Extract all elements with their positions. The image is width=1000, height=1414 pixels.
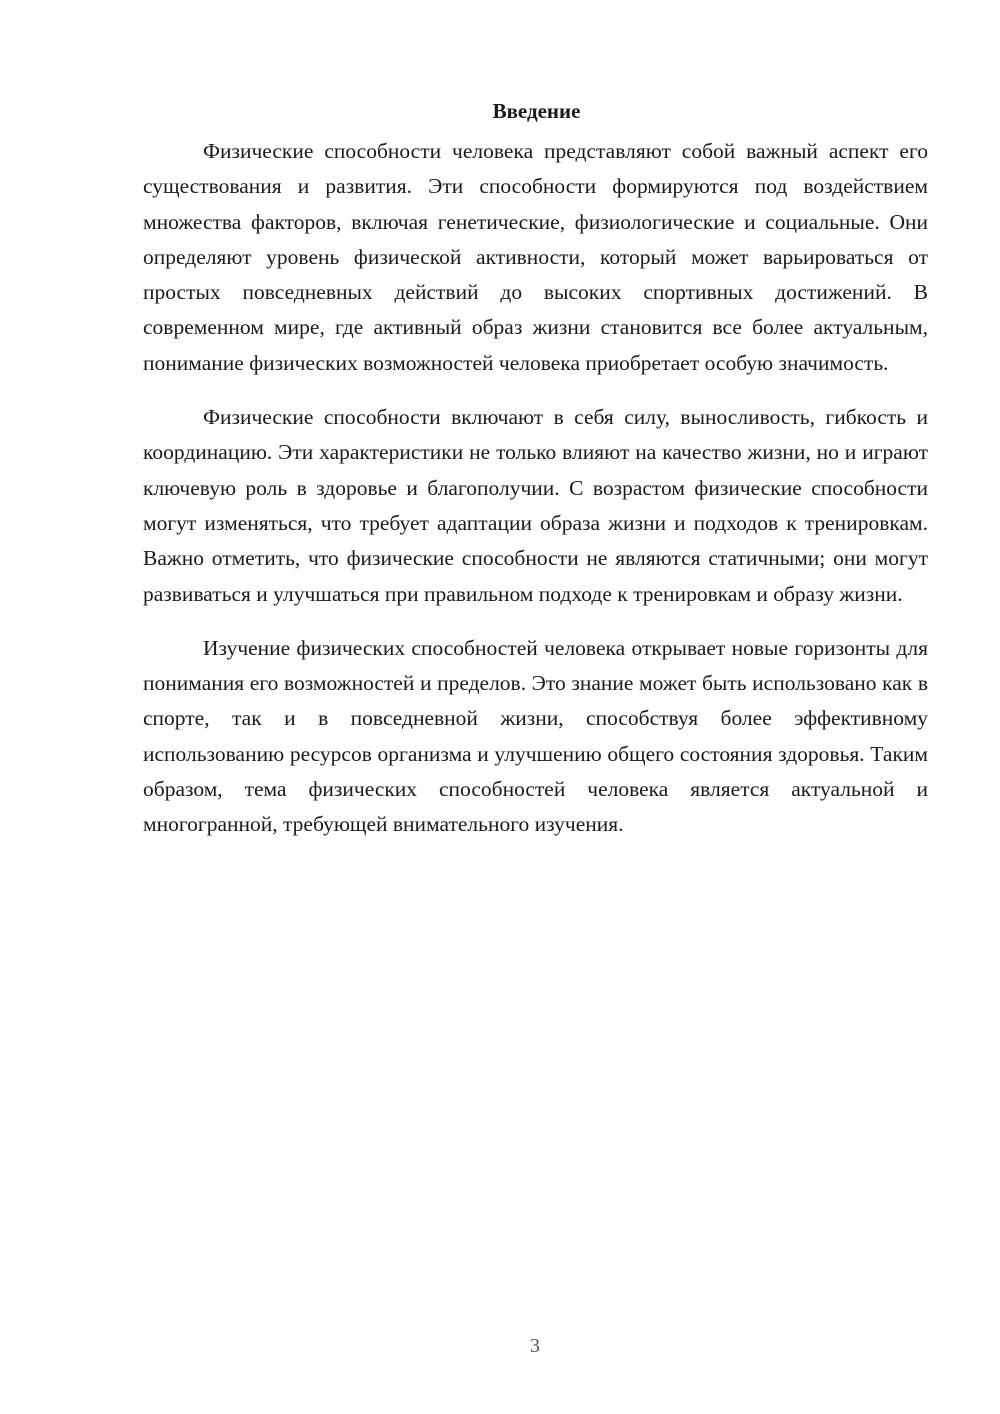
page-content [143, 96, 928, 862]
paragraph-2: Физические способности включают в себя силу, выносливость, гибкость и координацию. Эти характеристики не только влияют на качество жизни, но и играют ключевую роль в здоровье и благополучии. С возрастом физические способности могут изменяться, что требует адаптации образа жизни и подходов к тренировкам. Важно отметить, что физические способности не являются статичными; они могут развиваться и улучшаться при правильном подходе к тренировкам и образу жизни. [143, 405, 928, 606]
paragraph-3: Изучение физических способностей человека открывает новые горизонты для понимания его возможностей и пределов. Это знание может быть использовано как в спорте, так и в повседневной жизни, способствуя более эффективному использованию ресурсов организма и улучшению общего состояния здоровья. Таким образом, тема физических способностей человека является актуальной и многогранной, требующей внимательного изучения. [143, 635, 928, 837]
section-heading: Введение [492, 99, 581, 123]
page-number: 3 [530, 1335, 540, 1357]
paragraph-1: Физические способности человека представляют собой важный аспект его существования и развития. Эти способности формируются под воздействием множества факторов, включая генетические, физиологические и социальные. Они определяют уровень физической активности, который может варьироваться от простых повседневных действий до высоких спортивных достижений. В современном мире, где активный образ жизни становится все более актуальным, понимание физических возможностей человека приобретает особую значимость. [143, 139, 928, 375]
